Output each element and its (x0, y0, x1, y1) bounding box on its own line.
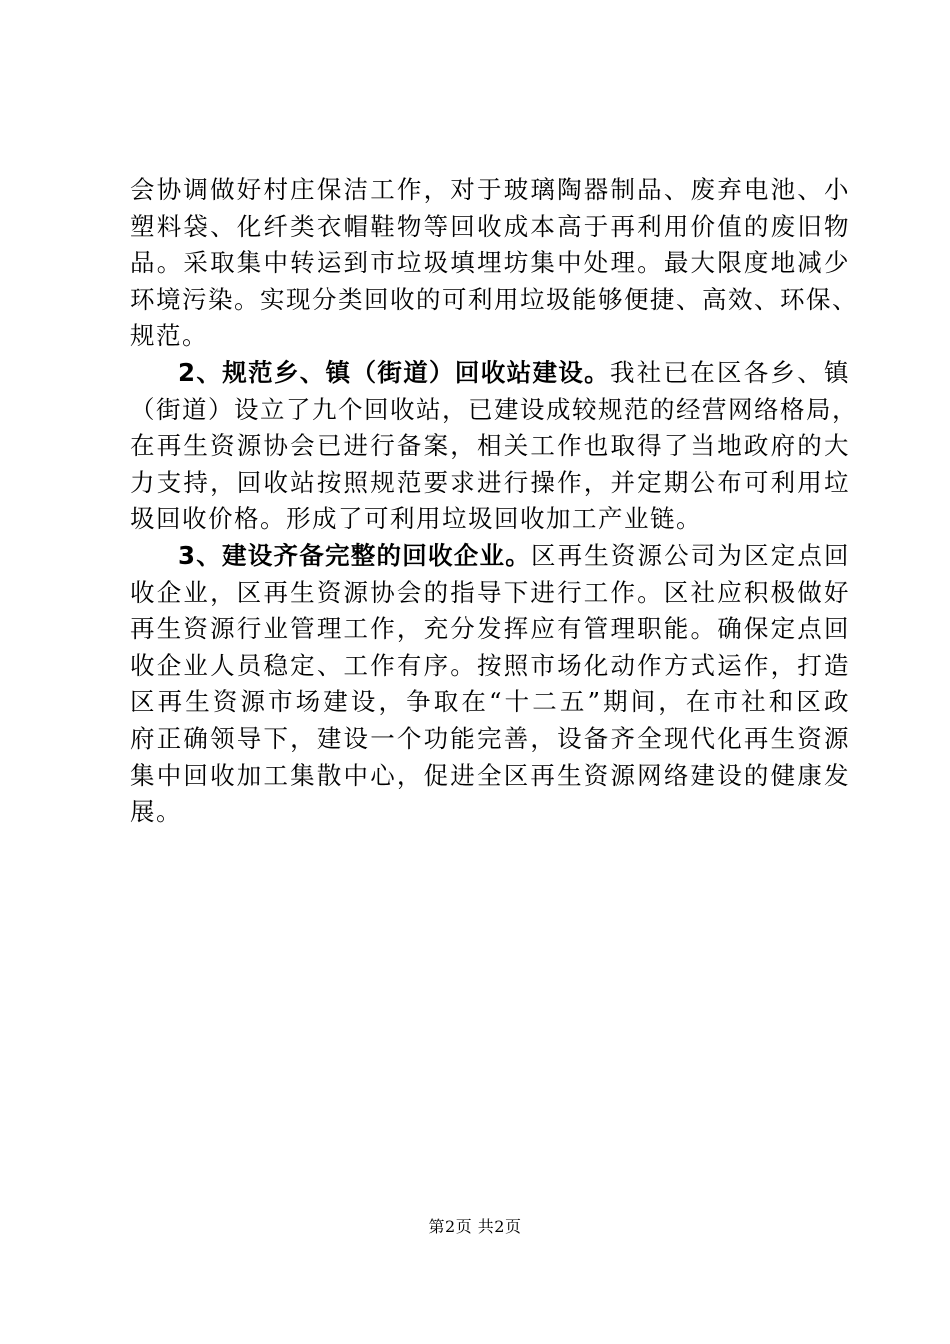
paragraph-2-line: 力支持，回收站按照规范要求进行操作，并定期公布可利用垃 (130, 467, 850, 497)
paragraph-3-line: 府正确领导下，建设一个功能完善，设备齐全现代化再生资源 (130, 723, 850, 753)
paragraph-1-line: 会协调做好村庄保洁工作，对于玻璃陶器制品、废弃电池、小 (130, 175, 850, 204)
paragraph-2-line: 圾回收价格。形成了可利用垃圾回收加工产业链。 (130, 504, 702, 534)
paragraph-1-line: 规范。 (130, 321, 208, 351)
paragraph-2-line: （街道）设立了九个回收站，已建设成较规范的经营网络格局， (130, 394, 858, 424)
document-body (130, 172, 858, 831)
paragraph-3-line: 再生资源行业管理工作，充分发挥应有管理职能。确保定点回 (130, 614, 850, 644)
paragraph-1-line: 环境污染。实现分类回收的可利用垃圾能够便捷、高效、环保、 (130, 284, 858, 314)
paragraph-3-line: 集中回收加工集散中心，促进全区再生资源网络建设的健康发 (130, 760, 850, 790)
paragraph-2-heading: 2、规范乡、镇（街道）回收站建设。 (178, 357, 610, 387)
paragraph-1-line: 品。采取集中转运到市垃圾填埋坊集中处理。最大限度地减少 (130, 248, 850, 278)
paragraph-3-line: 收企业，区再生资源协会的指导下进行工作。区社应积极做好 (130, 577, 850, 607)
paragraph-1 (130, 172, 858, 355)
paragraph-2-first-line-text: 我社已在区各乡、镇 (610, 357, 850, 387)
paragraph-3 (130, 538, 850, 831)
paragraph-3-line: 收企业人员稳定、工作有序。按照市场化动作方式运作，打造 (130, 650, 850, 680)
paragraph-3-heading: 3、建设齐备完整的回收企业。 (178, 540, 531, 570)
paragraph-2 (130, 355, 858, 538)
paragraph-3-first-line-text: 区再生资源公司为区定点回 (530, 540, 850, 570)
paragraph-1-line: 塑料袋、化纤类衣帽鞋物等回收成本高于再利用价值的废旧物 (130, 211, 850, 241)
page-number-footer: 第2页 共2页 (428, 1217, 522, 1236)
paragraph-2-first-line (130, 355, 850, 392)
paragraph-3-line: 区再生资源市场建设，争取在“十二五”期间，在市社和区政 (130, 687, 850, 717)
paragraph-3-first-line (130, 538, 850, 575)
paragraph-2-line: 在再生资源协会已进行备案，相关工作也取得了当地政府的大 (130, 431, 850, 461)
paragraph-3-line: 展。 (130, 797, 182, 827)
